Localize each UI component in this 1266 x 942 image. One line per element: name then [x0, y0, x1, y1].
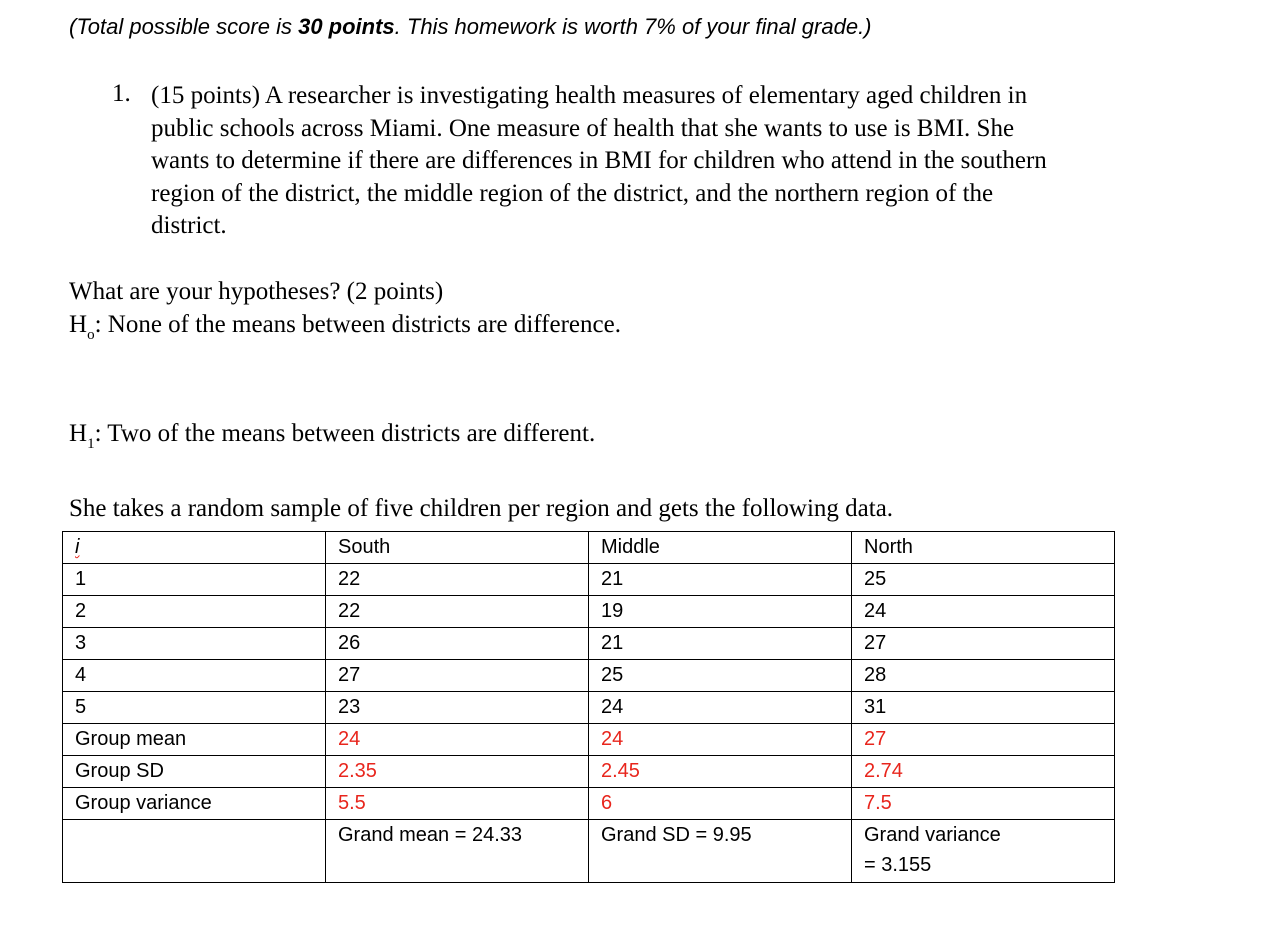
table-row	[63, 628, 1115, 660]
question-text	[151, 80, 1141, 243]
alternative-hypothesis	[69, 420, 596, 452]
question-line: (15 points) A researcher is investigating health measures of elementary aged children in	[151, 82, 1028, 109]
question-line: wants to determine if there are differences in BMI for children who attend in the southern	[151, 147, 1047, 174]
summary-empty-cell	[63, 820, 326, 883]
table-row	[63, 564, 1115, 596]
table-cell: 31	[852, 692, 1115, 724]
h1-label: H	[69, 420, 88, 447]
stat-value: 5.5	[326, 788, 589, 820]
grand-sd: Grand SD = 9.95	[589, 820, 852, 883]
question-line: region of the district, the middle region of the district, and the northern region of the	[151, 179, 994, 207]
group-sd-row	[63, 756, 1115, 788]
table-cell: 21	[589, 564, 852, 596]
h0-label: H	[69, 311, 88, 338]
table-cell: 25	[852, 564, 1115, 596]
table-cell: 19	[589, 596, 852, 628]
h1-subscript: 1	[87, 436, 95, 452]
table-cell: 27	[852, 628, 1115, 660]
table-cell: 24	[589, 692, 852, 724]
header-prefix: (Total possible score is	[69, 14, 299, 39]
grand-variance-value: = 3.155	[864, 854, 932, 876]
stat-value: 2.35	[326, 756, 589, 788]
table-cell: 24	[852, 596, 1115, 628]
table-cell: 21	[589, 628, 852, 660]
header-cell-south: South	[326, 532, 589, 564]
stat-value: 7.5	[852, 788, 1115, 820]
table-cell: 2	[63, 596, 326, 628]
stat-value: 6	[589, 788, 852, 820]
null-hypothesis	[69, 311, 621, 343]
h1-text: : Two of the means between districts are different.	[94, 420, 596, 447]
grand-mean: Grand mean = 24.33	[326, 820, 589, 883]
question-line: district.	[151, 212, 227, 239]
table-cell: 3	[63, 628, 326, 660]
group-variance-row	[63, 788, 1115, 820]
table-cell: 22	[326, 596, 589, 628]
header-total-points: 30 points	[298, 14, 395, 39]
table-row	[63, 660, 1115, 692]
h0-subscript: o	[87, 327, 95, 343]
table-cell: 26	[326, 628, 589, 660]
table-row	[63, 692, 1115, 724]
h0-text: : None of the means between districts are difference.	[94, 311, 621, 338]
grand-variance	[852, 820, 1115, 883]
stat-value: 2.45	[589, 756, 852, 788]
stat-value: 2.74	[852, 756, 1115, 788]
bmi-data-table	[62, 531, 1115, 883]
table-cell: 4	[63, 660, 326, 692]
table-cell: 5	[63, 692, 326, 724]
stat-value: 24	[326, 724, 589, 756]
table-cell: 22	[326, 564, 589, 596]
table-cell: 25	[589, 660, 852, 692]
table-row	[63, 596, 1115, 628]
assignment-header	[69, 14, 872, 40]
stat-label: Group SD	[63, 756, 326, 788]
summary-row	[63, 820, 1115, 883]
question-line: public schools across Miami. One measure of health that she wants to use is BMI. She	[151, 114, 1015, 142]
stat-label: Group variance	[63, 788, 326, 820]
stat-value: 24	[589, 724, 852, 756]
group-mean-row	[63, 724, 1115, 756]
table-cell: 23	[326, 692, 589, 724]
table-header-row	[63, 532, 1115, 564]
stat-label: Group mean	[63, 724, 326, 756]
grand-variance-label: Grand variance	[864, 824, 1001, 846]
stat-value: 27	[852, 724, 1115, 756]
header-cell-middle: Middle	[589, 532, 852, 564]
header-cell-north: North	[852, 532, 1115, 564]
table-cell: 28	[852, 660, 1115, 692]
header-suffix: . This homework is worth 7% of your final grade.)	[394, 14, 872, 39]
table-cell: 1	[63, 564, 326, 596]
question-number: 1.	[112, 80, 131, 107]
data-intro: She takes a random sample of five children per region and gets the following data.	[69, 495, 894, 522]
table-cell: 27	[326, 660, 589, 692]
hypotheses-prompt: What are your hypotheses? (2 points)	[69, 278, 444, 305]
header-cell-i: i	[63, 532, 326, 564]
